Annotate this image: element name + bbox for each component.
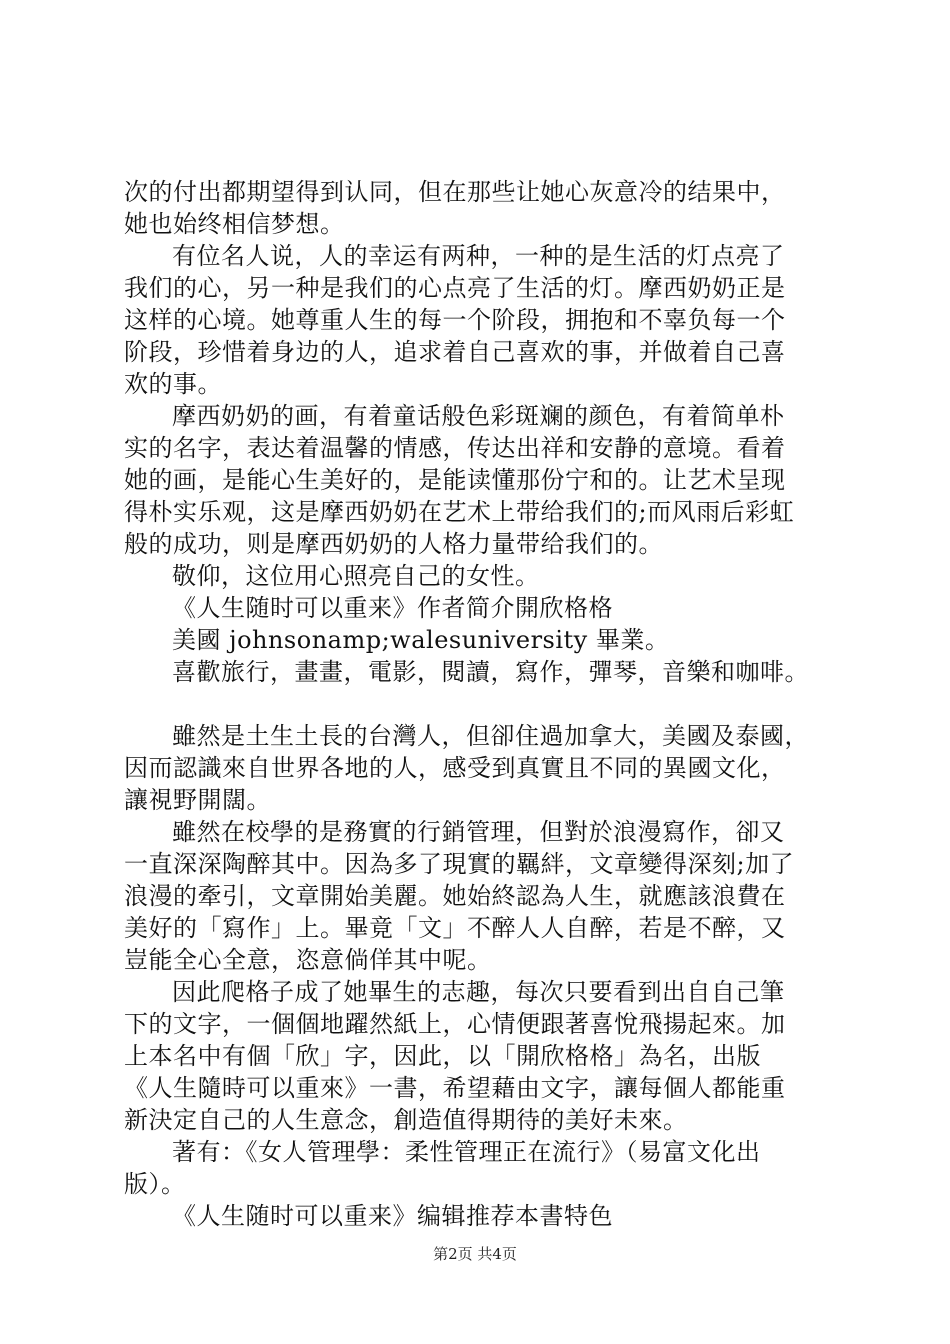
text-line: 摩西奶奶的画，有着童话般色彩斑斓的颜色，有着简单朴 — [172, 402, 785, 430]
text-line: 下的文字，一個個地躍然紙上，心情便跟著喜悅飛揚起來。加 — [124, 1010, 786, 1038]
page-number: 第2页 共4页 — [433, 1245, 517, 1263]
text-line: 《人生随时可以重来》编辑推荐本書特色 — [172, 1202, 613, 1230]
text-line: 因此爬格子成了她畢生的志趣，每次只要看到出自自己筆 — [172, 978, 785, 1006]
text-line: 《人生随时可以重来》作者简介開欣格格 — [172, 594, 613, 622]
text-line: 有位名人说，人的幸运有两种，一种的是生活的灯点亮了 — [172, 242, 785, 270]
text-line: 得朴实乐观，这是摩西奶奶在艺术上带给我们的;而风雨后彩虹 — [124, 498, 795, 526]
text-line: 美好的「寫作」上。畢竟「文」不醉人人自醉，若是不醉，又 — [124, 914, 786, 942]
text-line: 雖然是土生土長的台灣人，但卻住過加拿大，美國及泰國， — [172, 722, 809, 750]
text-line: 因而認識來自世界各地的人，感受到真實且不同的異國文化， — [124, 754, 786, 782]
text-line: 她的画，是能心生美好的，是能读懂那份宁和的。让艺术呈现 — [124, 466, 786, 494]
text-line: 浪漫的牽引，文章開始美麗。她始終認為人生，就應該浪費在 — [124, 882, 786, 910]
text-line: 上本名中有個「欣」字，因此，以「開欣格格」為名，出版 — [124, 1042, 761, 1070]
text-line: 般的成功，则是摩西奶奶的人格力量带给我们的。 — [124, 530, 663, 558]
text-line: 讓視野開闊。 — [124, 786, 271, 814]
text-line: 阶段，珍惜着身边的人，追求着自己喜欢的事，并做着自己喜 — [124, 338, 786, 366]
text-line: 欢的事。 — [124, 370, 222, 398]
text-line: 敬仰，这位用心照亮自己的女性。 — [172, 562, 540, 590]
text-line: 新決定自己的人生意念，創造值得期待的美好未來。 — [124, 1106, 688, 1134]
text-line: 美國 johnsonamp;walesuniversity 畢業。 — [172, 626, 670, 654]
text-line: 实的名字，表达着温馨的情感，传达出祥和安静的意境。看着 — [124, 434, 786, 462]
text-line: 版）。 — [124, 1170, 186, 1198]
text-line: 她也始终相信梦想。 — [124, 210, 345, 238]
text-line: 喜歡旅行，畫畫，電影，閱讀，寫作，彈琴，音樂和咖啡。 — [172, 658, 809, 686]
text-line: 我们的心，另一种是我们的心点亮了生活的灯。摩西奶奶正是 — [124, 274, 786, 302]
text-line: 著有：《女人管理學：柔性管理正在流行》（易富文化出 — [172, 1138, 761, 1166]
text-line: 豈能全心全意，恣意倘佯其中呢。 — [124, 946, 492, 974]
text-line: 《人生隨時可以重來》一書，希望藉由文字，讓每個人都能重 — [124, 1074, 786, 1102]
text-line: 雖然在校學的是務實的行銷管理，但對於浪漫寫作，卻又 — [172, 818, 785, 846]
text-line: 一直深深陶醉其中。因為多了現實的羈絆，文章變得深刻;加了 — [124, 850, 795, 878]
text-line: 次的付出都期望得到认同，但在那些让她心灰意冷的结果中， — [124, 178, 786, 206]
text-line: 这样的心境。她尊重人生的每一个阶段，拥抱和不辜负每一个 — [124, 306, 786, 334]
